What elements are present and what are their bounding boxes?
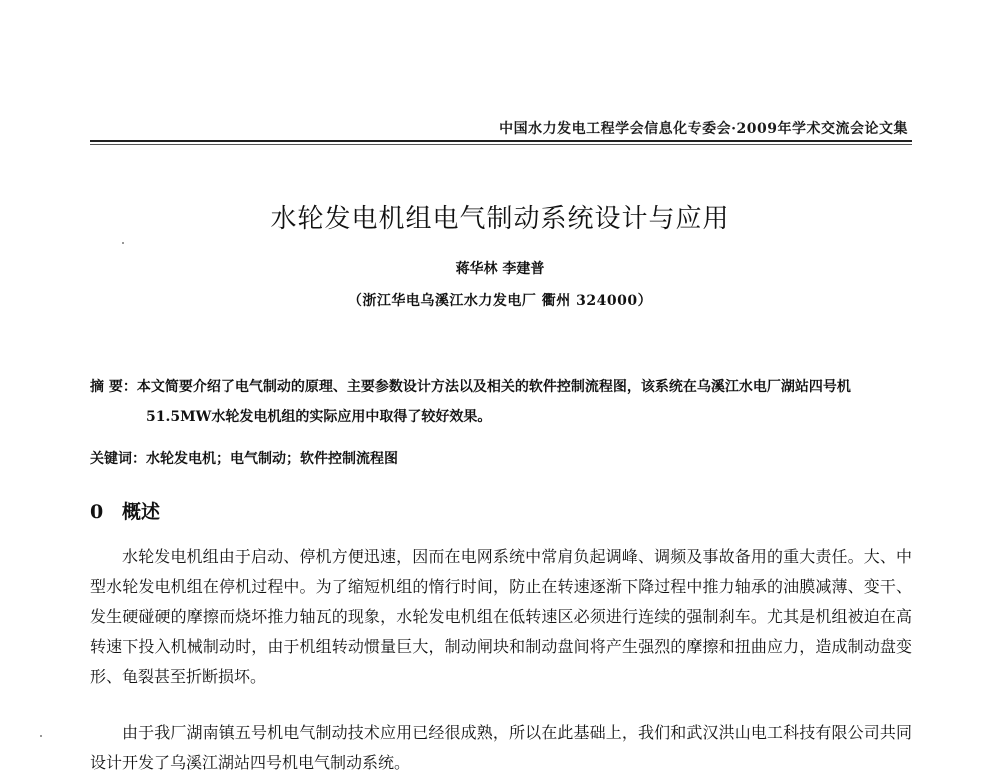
body-paragraph-1 — [90, 542, 912, 692]
paper-title: 水轮发电机组电气制动系统设计与应用 — [270, 204, 730, 234]
paragraph-text: 由于我厂湖南镇五号机电气制动技术应用已经很成熟，所以在此基础上，我们和武汉洪山电工科技有限公司共同设计开发了乌溪江湖站四号机电气制动系统。 — [90, 723, 912, 772]
keywords-label: 关键词： — [90, 451, 146, 467]
section-title: 概述 — [122, 501, 161, 523]
paper-authors: 蒋华林 李建普 — [455, 261, 545, 277]
abstract-text-line2: 51.5MW水轮发电机组的实际应用中取得了较好效果。 — [146, 409, 492, 425]
running-header: 中国水力发电工程学会信息化专委会·2009年学术交流会论文集 — [499, 121, 908, 137]
section-number: 0 — [90, 501, 104, 523]
section-heading — [90, 497, 160, 524]
keywords-text: 水轮发电机；电气制动；软件控制流程图 — [146, 451, 398, 467]
body-paragraph-2 — [90, 718, 912, 778]
scan-speck — [40, 735, 42, 737]
header-rule-thin — [90, 144, 912, 145]
abstract-label: 摘 要： — [90, 379, 137, 395]
header-rule — [90, 140, 912, 142]
paragraph-text: 水轮发电机组由于启动、停机方便迅速，因而在电网系统中常肩负起调峰、调频及事故备用的重大责任。大、中型水轮发电机组在停机过程中。为了缩短机组的惰行时间，防止在转速逐渐下降过程中推力轴承的油膜减薄、变干、发生硬碰硬的摩擦而烧坏推力轴瓦的现象，水轮发电机组在低转速区必须进行连续的强制刹车。尤其是机组被迫在高转速下投入机械制动时，由于机组转动惯量巨大，制动闸块和制动盘间将产生强烈的摩擦和扭曲应力，造成制动盘变形、龟裂甚至折断损坏。 — [90, 547, 912, 686]
abstract — [90, 372, 912, 432]
paper-affiliation: （浙江华电乌溪江水力发电厂 衢州 324000） — [347, 293, 653, 309]
abstract-text-line1: 本文简要介绍了电气制动的原理、主要参数设计方法以及相关的软件控制流程图，该系统在乌溪江水电厂湖站四号机 — [136, 379, 851, 395]
keywords — [90, 448, 912, 468]
scan-speck — [122, 242, 124, 244]
